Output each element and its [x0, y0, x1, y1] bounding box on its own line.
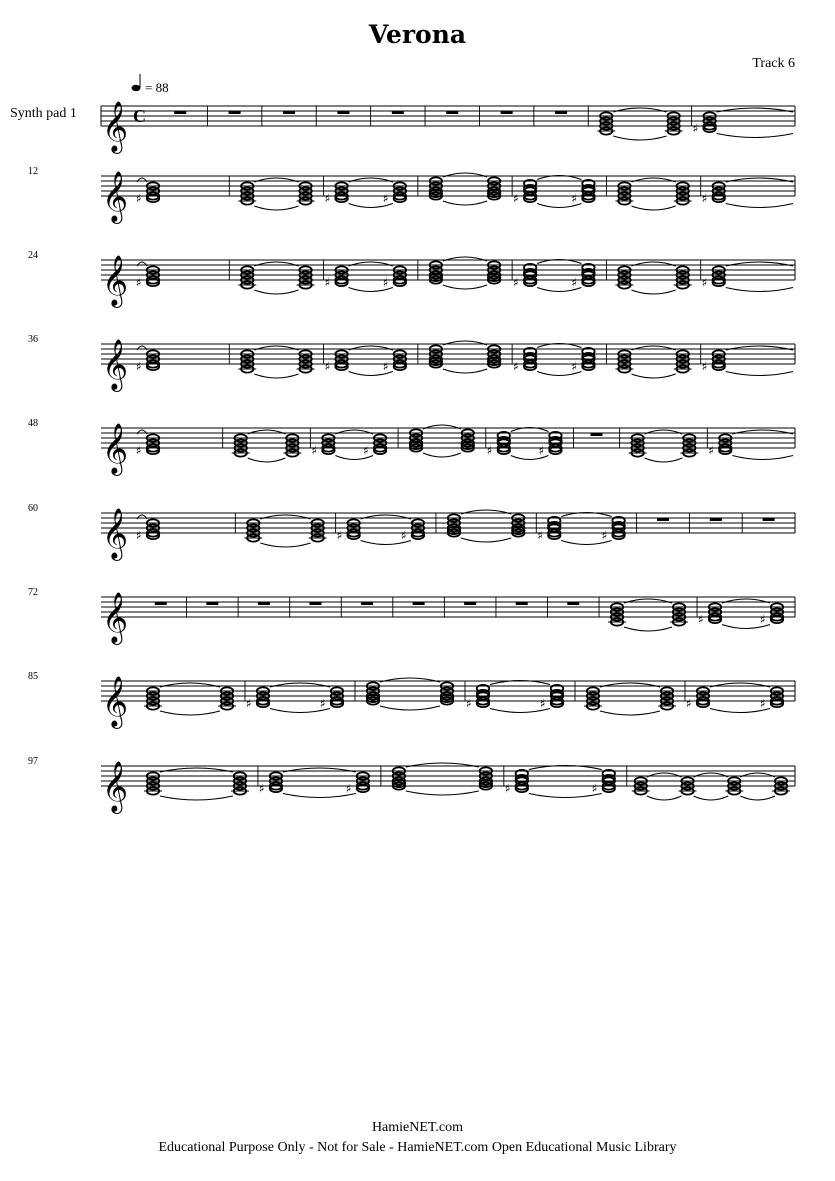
measure: [309, 602, 321, 606]
measure: [283, 111, 295, 115]
sharp-icon: ♯: [320, 696, 326, 711]
tempo-value: = 88: [145, 80, 169, 95]
whole-rest: [361, 602, 373, 606]
measure: [136, 262, 159, 290]
whole-rest: [591, 433, 603, 437]
whole-rest: [446, 111, 458, 115]
measure: [144, 768, 249, 800]
sharp-icon: ♯: [591, 781, 598, 796]
sharp-icon: ♯: [537, 528, 544, 543]
measure: [615, 346, 691, 378]
measure: [537, 513, 625, 545]
sharp-icon: ♯: [701, 191, 708, 206]
treble-clef-icon: 𝄞: [102, 101, 129, 152]
time-signature: C: [133, 106, 146, 126]
measure: [155, 602, 167, 606]
measure: [501, 111, 513, 115]
measure: [763, 518, 775, 522]
measure: [361, 602, 373, 606]
tie: [613, 136, 666, 140]
sharp-icon: ♯: [345, 781, 352, 796]
tie: [726, 372, 793, 376]
measure: [244, 515, 326, 547]
measure: [393, 763, 492, 795]
whole-rest: [392, 111, 404, 115]
tie: [732, 456, 793, 460]
sharp-icon: ♯: [701, 359, 708, 374]
sharp-icon: ♯: [324, 275, 331, 290]
tie: [254, 290, 298, 294]
measure: [337, 515, 425, 545]
measure: [702, 178, 793, 208]
sharp-icon: ♯: [571, 275, 578, 290]
sharp-icon: ♯: [698, 612, 704, 627]
sharp-icon: ♯: [136, 443, 142, 458]
measure: [238, 178, 314, 210]
tie: [740, 796, 775, 800]
treble-clef-icon: 𝄞: [102, 761, 129, 812]
measure: [584, 683, 676, 715]
measure: [238, 346, 314, 378]
measure-number: 36: [28, 334, 38, 345]
whole-rest: [174, 111, 186, 115]
measure: [430, 341, 501, 373]
measure: [430, 173, 501, 205]
tie: [694, 796, 729, 800]
treble-clef-icon: 𝄞: [102, 339, 129, 390]
staff-system: [28, 418, 795, 476]
tie: [600, 711, 660, 715]
sharp-icon: ♯: [324, 359, 331, 374]
measure: [702, 262, 793, 292]
footer-site: HamieNET.com: [371, 1120, 464, 1135]
tie: [726, 288, 793, 292]
measure-number: 24: [28, 250, 38, 261]
whole-rest: [206, 602, 218, 606]
measure: [513, 176, 594, 208]
measure: [136, 430, 159, 458]
sharp-icon: ♯: [486, 443, 493, 458]
sharp-icon: ♯: [513, 191, 519, 206]
staff-system: [28, 250, 795, 308]
tie: [423, 453, 461, 457]
treble-clef-icon: 𝄞: [102, 508, 129, 559]
track-subtitle: Track 6: [752, 56, 795, 71]
sharp-icon: ♯: [571, 359, 578, 374]
measure: [516, 602, 528, 606]
measure-number: 72: [28, 587, 38, 598]
measure: [513, 260, 594, 292]
measure: [693, 108, 793, 138]
sharp-icon: ♯: [246, 696, 252, 711]
measure: [136, 515, 159, 543]
treble-clef-icon: 𝄞: [102, 676, 129, 727]
staff-system: [28, 756, 795, 814]
measure: [229, 111, 241, 115]
tie: [645, 458, 683, 462]
tie: [717, 134, 793, 138]
measure: [259, 768, 369, 798]
measure: [410, 425, 474, 457]
sharp-icon: ♯: [701, 275, 708, 290]
whole-rest: [710, 518, 722, 522]
sharp-icon: ♯: [466, 696, 472, 711]
treble-clef-icon: 𝄞: [102, 423, 129, 474]
staff-system: [28, 166, 795, 224]
sharp-icon: ♯: [336, 528, 343, 543]
measure: [448, 510, 525, 542]
sharp-icon: ♯: [400, 528, 407, 543]
tie: [631, 374, 675, 378]
treble-clef-icon: 𝄞: [102, 255, 129, 306]
sharp-icon: ♯: [601, 528, 608, 543]
sharp-icon: ♯: [136, 275, 142, 290]
whole-rest: [413, 602, 425, 606]
measure: [710, 518, 722, 522]
measure: [466, 681, 563, 713]
tie: [631, 206, 675, 210]
measure: [232, 430, 302, 462]
treble-clef-icon: 𝄞: [102, 592, 129, 643]
tie: [461, 538, 511, 542]
measure: [608, 599, 688, 631]
measure: [505, 766, 615, 798]
staff-system: [28, 587, 795, 645]
measure-number: 85: [28, 671, 38, 682]
tie: [631, 290, 675, 294]
measure: [686, 683, 783, 713]
sharp-icon: ♯: [571, 191, 578, 206]
measure: [615, 262, 691, 294]
measure: [567, 602, 579, 606]
measure: [136, 178, 159, 206]
sharp-icon: ♯: [538, 443, 545, 458]
staff-system: [28, 334, 795, 392]
sharp-icon: ♯: [382, 359, 389, 374]
sharp-icon: ♯: [708, 443, 715, 458]
measure: [657, 518, 669, 522]
sharp-icon: ♯: [686, 696, 692, 711]
measure: [446, 111, 458, 115]
sharp-icon: ♯: [311, 443, 318, 458]
whole-rest: [567, 602, 579, 606]
measure: [555, 111, 567, 115]
sharp-icon: ♯: [363, 443, 369, 458]
footer-disclaimer: Educational Purpose Only - Not for Sale - HamieNET.com Open Educational Music Library: [158, 1140, 677, 1155]
measure: [174, 111, 186, 115]
tie: [160, 796, 233, 800]
sharp-icon: ♯: [513, 275, 519, 290]
sharp-icon: ♯: [692, 121, 699, 136]
tie: [248, 458, 286, 462]
measure-number: 60: [28, 503, 38, 514]
tie: [380, 706, 440, 710]
measure: [337, 111, 349, 115]
measure: [487, 428, 562, 460]
tie: [160, 711, 220, 715]
tie: [406, 791, 479, 795]
measure: [702, 346, 793, 376]
whole-rest: [309, 602, 321, 606]
measure: [629, 430, 699, 462]
tie: [443, 201, 487, 205]
sharp-icon: ♯: [540, 696, 546, 711]
treble-clef-icon: 𝄞: [102, 171, 129, 222]
measure: [464, 602, 476, 606]
whole-rest: [283, 111, 295, 115]
tie: [647, 796, 682, 800]
measure-number: 12: [28, 166, 38, 177]
measure: [591, 433, 603, 437]
sharp-icon: ♯: [136, 359, 142, 374]
sharp-icon: ♯: [136, 191, 142, 206]
whole-rest: [501, 111, 513, 115]
tie: [726, 204, 793, 208]
sharp-icon: ♯: [504, 781, 511, 796]
whole-rest: [763, 518, 775, 522]
measure-number: 48: [28, 418, 38, 429]
measure: [513, 344, 594, 376]
whole-rest: [155, 602, 167, 606]
score-title: Verona: [368, 20, 467, 49]
tie: [254, 206, 298, 210]
measure: [325, 346, 406, 376]
measure: [325, 178, 406, 208]
staff-system: [101, 74, 795, 154]
quarter-note-icon: [132, 85, 141, 91]
measure: [258, 602, 270, 606]
sharp-icon: ♯: [382, 275, 389, 290]
measure-number: 97: [28, 756, 38, 767]
sharp-icon: ♯: [136, 528, 142, 543]
measure: [144, 683, 236, 715]
whole-rest: [464, 602, 476, 606]
measure: [430, 257, 501, 289]
tie: [443, 369, 487, 373]
whole-rest: [337, 111, 349, 115]
sharp-icon: ♯: [258, 781, 265, 796]
measure: [367, 678, 453, 710]
measure: [206, 602, 218, 606]
measure: [632, 773, 790, 800]
tie: [260, 543, 310, 547]
measure: [615, 178, 691, 210]
sharp-icon: ♯: [382, 191, 389, 206]
measure: [246, 683, 343, 713]
whole-rest: [555, 111, 567, 115]
measure: [698, 599, 783, 629]
staff-system: [28, 671, 795, 729]
tie: [624, 627, 672, 631]
tie: [443, 285, 487, 289]
sharp-icon: ♯: [324, 191, 331, 206]
whole-rest: [657, 518, 669, 522]
staff-system: [28, 503, 795, 561]
sharp-icon: ♯: [513, 359, 519, 374]
measure: [708, 430, 793, 460]
measure: [413, 602, 425, 606]
measure: [136, 346, 159, 374]
measure: [597, 108, 682, 140]
whole-rest: [229, 111, 241, 115]
whole-rest: [516, 602, 528, 606]
measure: [392, 111, 404, 115]
measure: [325, 262, 406, 292]
tie: [254, 374, 298, 378]
measure: [238, 262, 314, 294]
sharp-icon: ♯: [760, 696, 766, 711]
tempo-mark: [132, 74, 169, 95]
measure: [311, 430, 386, 460]
whole-rest: [258, 602, 270, 606]
instrument-name: Synth pad 1: [10, 106, 77, 121]
sharp-icon: ♯: [760, 612, 766, 627]
